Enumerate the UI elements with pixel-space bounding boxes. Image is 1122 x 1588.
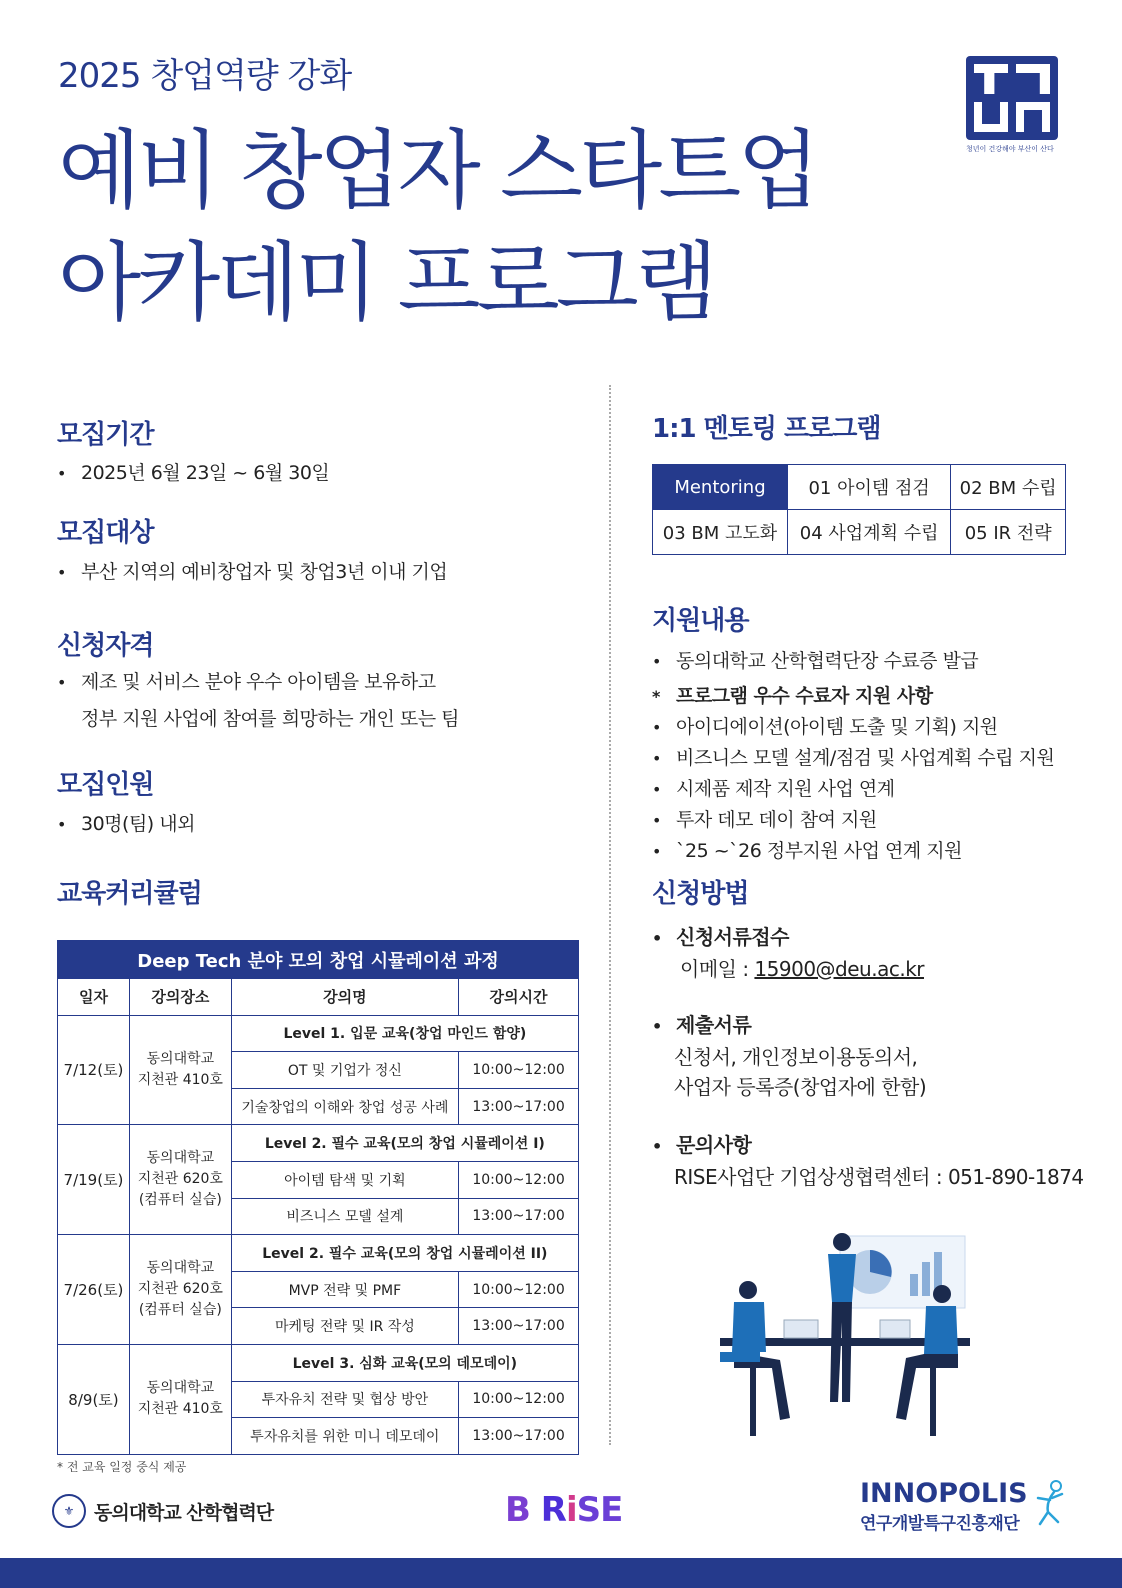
mentoring-cell: 01 아이템 점검	[787, 465, 950, 510]
contact-line: RISE사업단 기업상생협력센터 : 051-890-1874	[674, 1165, 1084, 1189]
lecture-name: 기술창업의 이해와 창업 성공 사례	[231, 1088, 458, 1125]
curriculum-heading: 교육커리큘럼	[57, 879, 202, 909]
mentoring-cell: 03 BM 고도화	[653, 510, 788, 555]
busan-youth-logo	[966, 56, 1066, 154]
bottom-bar	[0, 1558, 1122, 1588]
level-title: Level 1. 입문 교육(창업 마인드 함양)	[231, 1015, 578, 1052]
list-item: • 동의대학교 산학협력단장 수료증 발급	[652, 650, 979, 672]
meeting-illustration	[720, 1232, 980, 1452]
table-row	[58, 1344, 579, 1381]
level-title: Level 2. 필수 교육(모의 창업 시뮬레이션 I)	[231, 1125, 578, 1162]
headcount-item: • 30명(팀) 내외	[57, 813, 195, 835]
list-item: • 아이디에이션(아이템 도출 및 기획) 지원	[652, 716, 998, 738]
apply-heading: 신청방법	[652, 879, 749, 909]
dongeui-name: 동의대학교 산학협력단	[94, 1501, 274, 1524]
col-header-lecture: 강의명	[231, 979, 458, 1016]
lecture-name: MVP 전략 및 PMF	[231, 1271, 458, 1308]
mentoring-cell: Mentoring	[653, 465, 788, 510]
session-date: 7/12(토)	[58, 1015, 130, 1125]
eligibility-heading: 신청자격	[57, 631, 154, 661]
recruit-period-heading: 모집기간	[57, 420, 154, 450]
apply-docs	[652, 922, 924, 984]
session-place: 동의대학교 지천관 620호 (컴퓨터 실습)	[129, 1125, 231, 1235]
lecture-time: 13:00~17:00	[459, 1308, 579, 1345]
list-item: • 신청서류접수	[652, 925, 789, 949]
list-item: • 문의사항	[652, 1133, 752, 1157]
logo-caption: 청년이 건강해야 부산이 산다	[966, 145, 1054, 153]
lecture-time: 13:00~17:00	[459, 1198, 579, 1235]
lecture-name: 마케팅 전략 및 IR 작성	[231, 1308, 458, 1345]
lecture-name: 투자유치를 위한 미니 데모데이	[231, 1418, 458, 1455]
innopolis-sub: 연구개발특구진흥재단	[860, 1514, 1020, 1534]
support-heading: 지원내용	[652, 606, 749, 636]
apply-contact	[652, 1130, 1084, 1192]
table-row	[58, 1125, 579, 1162]
lecture-name: OT 및 기업가 정신	[231, 1052, 458, 1089]
recruit-target-item: • 부산 지역의 예비창업자 및 창업3년 이내 기업	[57, 561, 448, 583]
lecture-name: 비즈니스 모델 설계	[231, 1198, 458, 1235]
level-title: Level 3. 심화 교육(모의 데모데이)	[231, 1344, 578, 1381]
eligibility-item: • 제조 및 서비스 분야 우수 아이템을 보유하고 정부 지원 사업에 참여를 희망하는 개인 또는 팀	[57, 671, 460, 730]
curriculum-table-title: Deep Tech 분야 모의 창업 시뮬레이션 과정	[58, 941, 579, 979]
recruit-target-heading: 모집대상	[57, 518, 154, 548]
mentoring-cell: 04 사업계획 수립	[787, 510, 950, 555]
lecture-time: 13:00~17:00	[459, 1088, 579, 1125]
curriculum-table	[57, 940, 579, 1455]
submit-line: 신청서, 개인정보이용동의서,	[674, 1045, 918, 1069]
lecture-time: 13:00~17:00	[459, 1418, 579, 1455]
col-header-date: 일자	[58, 979, 130, 1016]
mentoring-cell: 05 IR 전략	[951, 510, 1066, 555]
list-item: • 시제품 제작 지원 사업 연계	[652, 778, 895, 800]
list-item: • 투자 데모 데이 참여 지원	[652, 809, 877, 831]
session-place: 동의대학교 지천관 410호	[129, 1015, 231, 1125]
session-place: 동의대학교 지천관 410호	[129, 1344, 231, 1454]
mentoring-table	[652, 464, 1066, 555]
session-date: 7/26(토)	[58, 1235, 130, 1345]
apply-submit	[652, 1010, 926, 1102]
session-date: 8/9(토)	[58, 1344, 130, 1454]
page-title-line2: 아카데미 프로그램	[58, 233, 714, 333]
innopolis-name: INNOPOLIS	[860, 1478, 1028, 1509]
logo-mark	[966, 56, 1058, 140]
list-item: * 프로그램 우수 수료자 지원 사항	[652, 685, 933, 707]
list-item: • 비즈니스 모델 설계/점검 및 사업계획 수립 지원	[652, 747, 1055, 769]
lecture-time: 10:00~12:00	[459, 1161, 579, 1198]
col-header-place: 강의장소	[129, 979, 231, 1016]
lecture-time: 10:00~12:00	[459, 1271, 579, 1308]
lecture-time: 10:00~12:00	[459, 1052, 579, 1089]
email-line: 이메일 : 15900@deu.ac.kr	[680, 957, 924, 981]
table-row	[58, 1015, 579, 1052]
email-link[interactable]: 15900@deu.ac.kr	[754, 957, 924, 981]
lecture-name: 투자유치 전략 및 협상 방안	[231, 1381, 458, 1418]
brise-logo: B RiSE	[505, 1490, 623, 1530]
table-row	[58, 1235, 579, 1272]
lecture-time: 10:00~12:00	[459, 1381, 579, 1418]
support-list	[652, 646, 1054, 867]
subtitle: 2025 창업역량 강화	[58, 56, 352, 96]
meal-note: * 전 교육 일정 중식 제공	[57, 1460, 187, 1474]
innopolis-logo	[860, 1478, 1028, 1534]
dongeui-logo	[52, 1494, 273, 1528]
list-item: • 제출서류	[652, 1013, 752, 1037]
level-title: Level 2. 필수 교육(모의 창업 시뮬레이션 II)	[231, 1235, 578, 1272]
mentoring-heading: 1:1 멘토링 프로그램	[652, 414, 881, 444]
mentoring-cell: 02 BM 수립	[951, 465, 1066, 510]
headcount-heading: 모집인원	[57, 770, 154, 800]
runner-figure-icon	[1028, 1478, 1068, 1534]
session-date: 7/19(토)	[58, 1125, 130, 1235]
list-item: • `25 ~`26 정부지원 사업 연계 지원	[652, 840, 963, 862]
session-place: 동의대학교 지천관 620호 (컴퓨터 실습)	[129, 1235, 231, 1345]
column-divider	[609, 385, 611, 1445]
submit-line: 사업자 등록증(창업자에 한함)	[674, 1075, 927, 1099]
university-seal-icon: ⚜	[52, 1494, 86, 1528]
recruit-period-item: • 2025년 6월 23일 ~ 6월 30일	[57, 462, 330, 484]
col-header-time: 강의시간	[459, 979, 579, 1016]
lecture-name: 아이템 탐색 및 기획	[231, 1161, 458, 1198]
page-title-line1: 예비 창업자 스타트업	[58, 121, 817, 221]
